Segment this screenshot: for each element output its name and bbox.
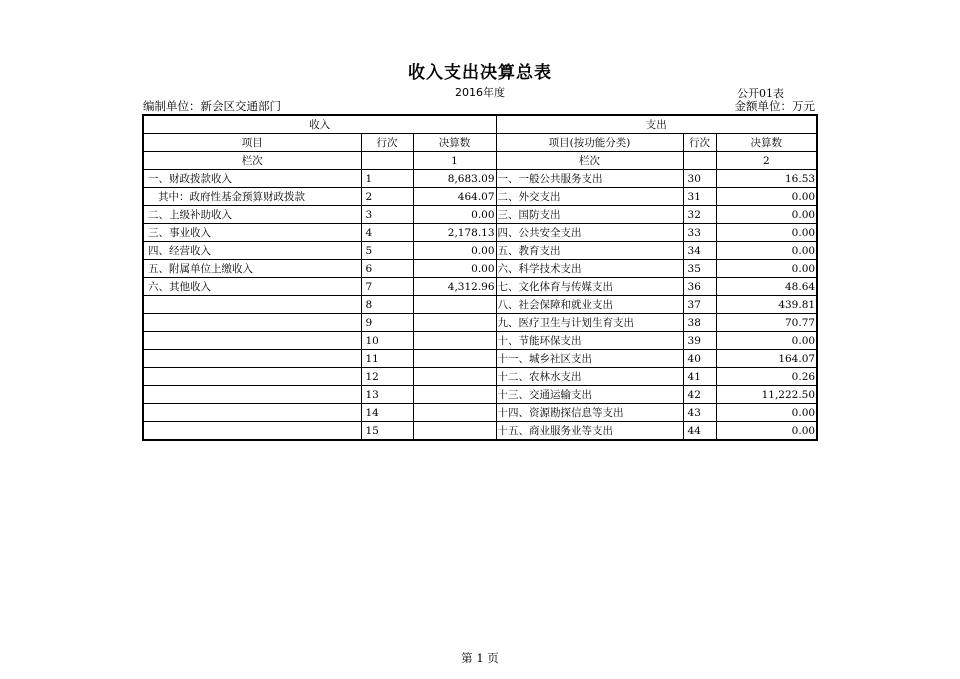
income-amount: 464.07 (413, 188, 496, 206)
table-row (143, 386, 817, 404)
income-column-label: 栏次 (143, 152, 361, 170)
table-row (143, 260, 817, 278)
expense-item: 七、文化体育与传媒支出 (496, 278, 683, 296)
expense-line: 33 (683, 224, 716, 242)
expense-amount: 439.81 (716, 296, 817, 314)
income-column-blank (361, 152, 413, 170)
table-row (143, 188, 817, 206)
income-amount (413, 332, 496, 350)
expense-item: 十一、城乡社区支出 (496, 350, 683, 368)
expense-item: 四、公共安全支出 (496, 224, 683, 242)
expense-column-label: 栏次 (496, 152, 683, 170)
compiling-unit: 编制单位：新会区交通部门 (143, 99, 281, 113)
expense-line: 38 (683, 314, 716, 332)
income-line: 14 (361, 404, 413, 422)
expense-line: 41 (683, 368, 716, 386)
table-row (143, 170, 817, 188)
table-row (143, 350, 817, 368)
income-item (143, 422, 361, 441)
expense-amount: 0.00 (716, 224, 817, 242)
income-line: 3 (361, 206, 413, 224)
income-line: 6 (361, 260, 413, 278)
income-amount: 2,178.13 (413, 224, 496, 242)
income-amount (413, 368, 496, 386)
income-line: 11 (361, 350, 413, 368)
income-line: 9 (361, 314, 413, 332)
expense-line: 36 (683, 278, 716, 296)
expense-item: 十五、商业服务业等支出 (496, 422, 683, 441)
income-expense-table (142, 114, 818, 441)
income-line: 15 (361, 422, 413, 441)
table-row (143, 278, 817, 296)
expense-line: 39 (683, 332, 716, 350)
income-amount: 0.00 (413, 206, 496, 224)
income-amount (413, 314, 496, 332)
income-item-header: 项目 (143, 134, 361, 152)
expense-item-header: 项目(按功能分类) (496, 134, 683, 152)
expense-item: 十三、交通运输支出 (496, 386, 683, 404)
table-row (143, 404, 817, 422)
income-item (143, 404, 361, 422)
page-title: 收入支出决算总表 (408, 63, 552, 83)
income-amount (413, 386, 496, 404)
expense-item: 十二、农林水支出 (496, 368, 683, 386)
expense-item: 九、医疗卫生与计划生育支出 (496, 314, 683, 332)
income-header: 收入 (143, 115, 496, 134)
form-number: 公开01表 (737, 87, 784, 100)
expense-amount: 0.00 (716, 404, 817, 422)
table-row (143, 206, 817, 224)
income-line-header: 行次 (361, 134, 413, 152)
expense-line: 32 (683, 206, 716, 224)
income-line: 10 (361, 332, 413, 350)
expense-item: 十、节能环保支出 (496, 332, 683, 350)
expense-item: 六、科学技术支出 (496, 260, 683, 278)
page-number: 第 1 页 (461, 651, 499, 665)
income-item: 其中：政府性基金预算财政拨款 (143, 188, 361, 206)
expense-item: 十四、资源勘探信息等支出 (496, 404, 683, 422)
table-row (143, 368, 817, 386)
income-amount: 8,683.09 (413, 170, 496, 188)
expense-amount: 0.26 (716, 368, 817, 386)
expense-line-header: 行次 (683, 134, 716, 152)
income-column-number: 1 (413, 152, 496, 170)
income-amount: 4,312.96 (413, 278, 496, 296)
expense-item: 一、一般公共服务支出 (496, 170, 683, 188)
table-row (143, 296, 817, 314)
table-row (143, 422, 817, 441)
expense-line: 40 (683, 350, 716, 368)
income-item: 三、事业收入 (143, 224, 361, 242)
income-line: 4 (361, 224, 413, 242)
table-row (143, 332, 817, 350)
income-item (143, 386, 361, 404)
income-item (143, 314, 361, 332)
income-line: 7 (361, 278, 413, 296)
expense-amount: 0.00 (716, 188, 817, 206)
income-amount-header: 决算数 (413, 134, 496, 152)
income-amount (413, 296, 496, 314)
expense-line: 42 (683, 386, 716, 404)
income-line: 12 (361, 368, 413, 386)
expense-amount: 0.00 (716, 242, 817, 260)
expense-amount: 164.07 (716, 350, 817, 368)
expense-line: 43 (683, 404, 716, 422)
expense-column-blank (683, 152, 716, 170)
income-amount: 0.00 (413, 242, 496, 260)
expense-amount: 16.53 (716, 170, 817, 188)
expense-line: 44 (683, 422, 716, 441)
amount-unit: 金额单位：万元 (734, 99, 815, 113)
income-line: 1 (361, 170, 413, 188)
expense-line: 31 (683, 188, 716, 206)
expense-amount: 48.64 (716, 278, 817, 296)
income-item: 六、其他收入 (143, 278, 361, 296)
expense-line: 34 (683, 242, 716, 260)
table-row (143, 242, 817, 260)
report-year: 2016年度 (455, 86, 505, 99)
income-item: 二、上级补助收入 (143, 206, 361, 224)
expense-item: 二、外交支出 (496, 188, 683, 206)
expense-header: 支出 (496, 115, 817, 134)
income-item (143, 350, 361, 368)
income-item (143, 332, 361, 350)
expense-amount: 0.00 (716, 206, 817, 224)
income-item (143, 296, 361, 314)
expense-amount: 70.77 (716, 314, 817, 332)
expense-item: 八、社会保障和就业支出 (496, 296, 683, 314)
expense-item: 五、教育支出 (496, 242, 683, 260)
expense-line: 30 (683, 170, 716, 188)
expense-line: 37 (683, 296, 716, 314)
table-row (143, 314, 817, 332)
expense-column-number: 2 (716, 152, 817, 170)
income-item: 一、财政拨款收入 (143, 170, 361, 188)
income-item: 五、附属单位上缴收入 (143, 260, 361, 278)
expense-amount: 0.00 (716, 332, 817, 350)
income-line: 8 (361, 296, 413, 314)
expense-amount: 0.00 (716, 422, 817, 441)
expense-amount: 0.00 (716, 260, 817, 278)
table-row (143, 224, 817, 242)
income-line: 5 (361, 242, 413, 260)
expense-line: 35 (683, 260, 716, 278)
income-amount (413, 350, 496, 368)
expense-amount-header: 决算数 (716, 134, 817, 152)
income-item (143, 368, 361, 386)
income-amount (413, 422, 496, 441)
income-amount (413, 404, 496, 422)
income-line: 13 (361, 386, 413, 404)
expense-item: 三、国防支出 (496, 206, 683, 224)
income-amount: 0.00 (413, 260, 496, 278)
expense-amount: 11,222.50 (716, 386, 817, 404)
income-line: 2 (361, 188, 413, 206)
income-item: 四、经营收入 (143, 242, 361, 260)
